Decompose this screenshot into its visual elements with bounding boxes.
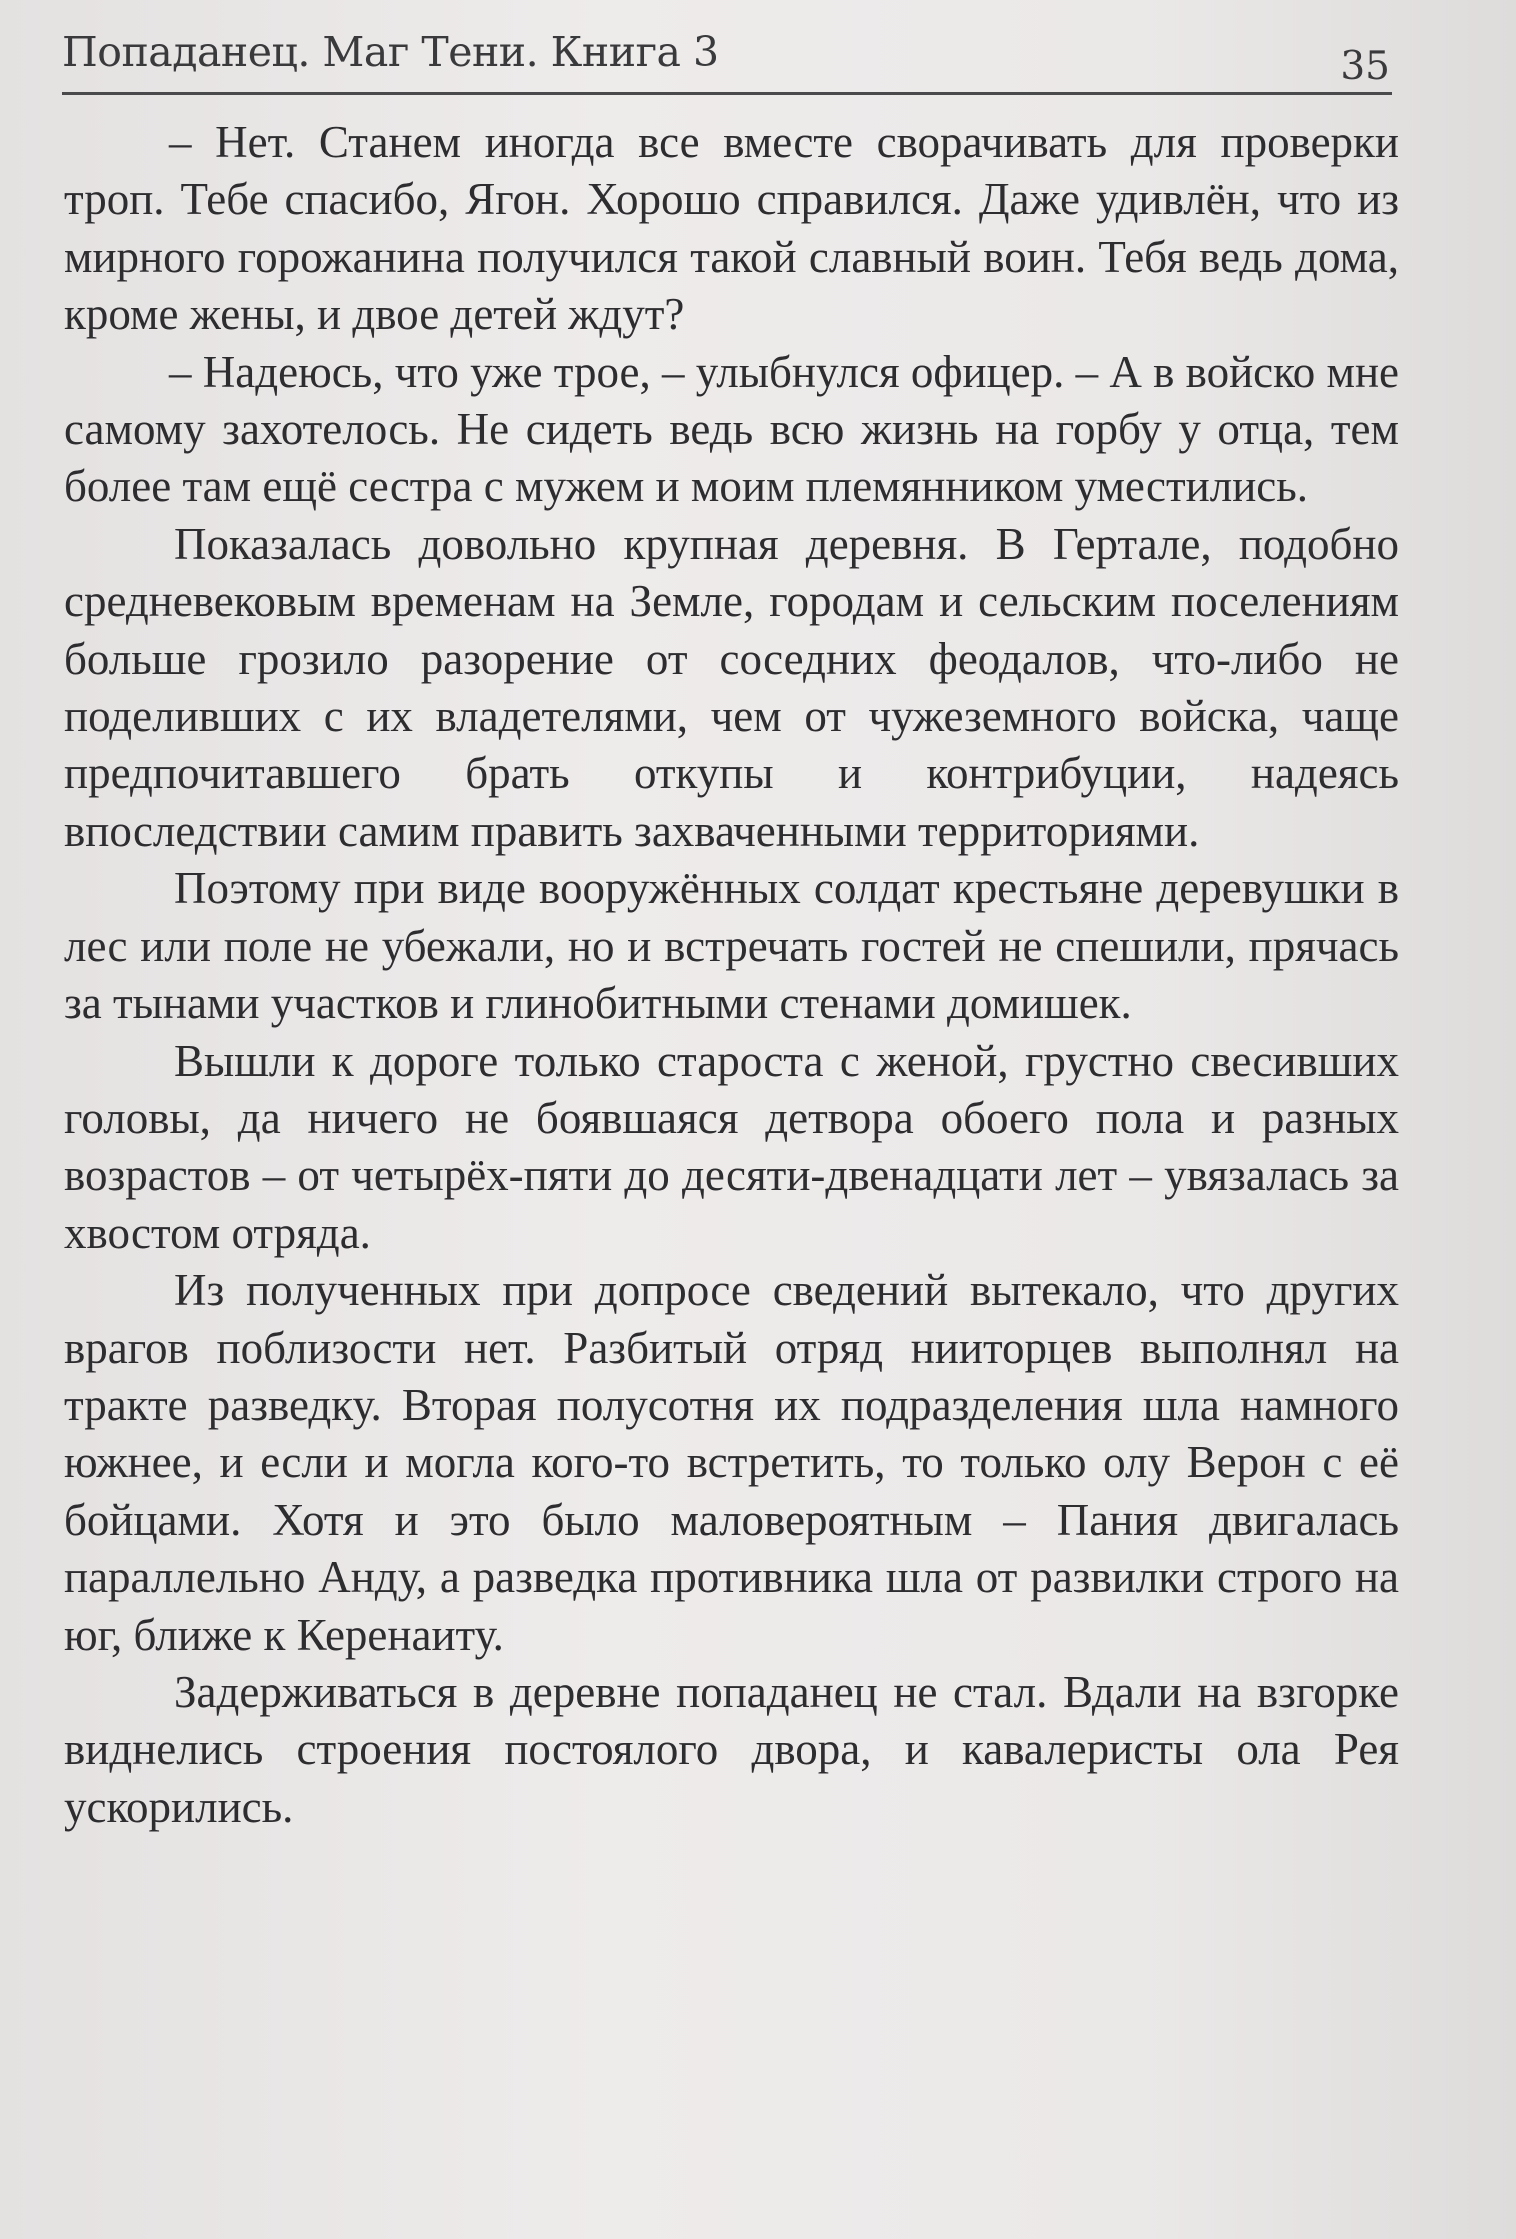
paragraph-inn: Задерживаться в деревне попаданец не стал. Вдали на взгорке виднелись строения постоялого двора, и кавалеристы ола Рея ускорились.	[64, 1666, 1399, 1832]
running-head-title: Попаданец. Маг Тени. Книга 3	[62, 28, 719, 76]
page-number: 35	[1340, 44, 1390, 89]
paragraph-elder: Вышли к дороге только староста с женой, грустно свесивших головы, да ничего не боявшаяся детвора обоего пола и разных возрастов – от четырёх-пяти до десяти-двенадцати лет – увязалась за хвостом отряда.	[64, 1035, 1399, 1258]
running-head	[62, 22, 1390, 92]
paragraph-dialogue-2: – Надеюсь, что уже трое, – улыбнулся офицер. – А в войско мне самому захотелось. Не сидеть ведь всю жизнь на горбу у отца, тем более там ещё сестра с мужем и моим племянником уместились.	[64, 346, 1400, 512]
header-rule	[62, 92, 1392, 95]
paragraph-peasants: Поэтому при виде вооружённых солдат крестьяне деревушки в лес или поле не убежали, но и встречать гостей не спешили, прячась за тынами участков и глинобитными стенами домишек.	[64, 863, 1399, 1029]
paragraph-interrogation: Из полученных при допросе сведений вытекало, что других врагов поблизости нет. Разбитый отряд нииторцев выполнял на тракте разведку. Вторая полусотня их подразделения шла намного южнее, и если и могла кого-то встретить, то только олу Верон с её бойцами. Хотя и это было маловероятным – Пания двигалась параллельно Анду, а разведка противника шла от развилки строго на юг, ближе к Керенаиту.	[64, 1265, 1399, 1660]
body-text	[64, 114, 1399, 1836]
paragraph-dialogue-1: – Нет. Станем иногда все вместе сворачивать для проверки троп. Тебе спасибо, Ягон. Хорошо справился. Даже удивлён, что из мирного горожанина получился такой славный воин. Тебя ведь дома, кроме жены, и двое детей ждут?	[64, 117, 1399, 340]
paragraph-village: Показалась довольно крупная деревня. В Гертале, подобно средневековым временам на Земле, городам и сельским поселениям больше грозило разорение от соседних феодалов, что-либо не поделивших с их владетелями, чем от чужеземного войска, чаще предпочитавшего брать откупы и контрибуции, надеясь впоследствии самим править захваченными территориями.	[64, 518, 1399, 856]
